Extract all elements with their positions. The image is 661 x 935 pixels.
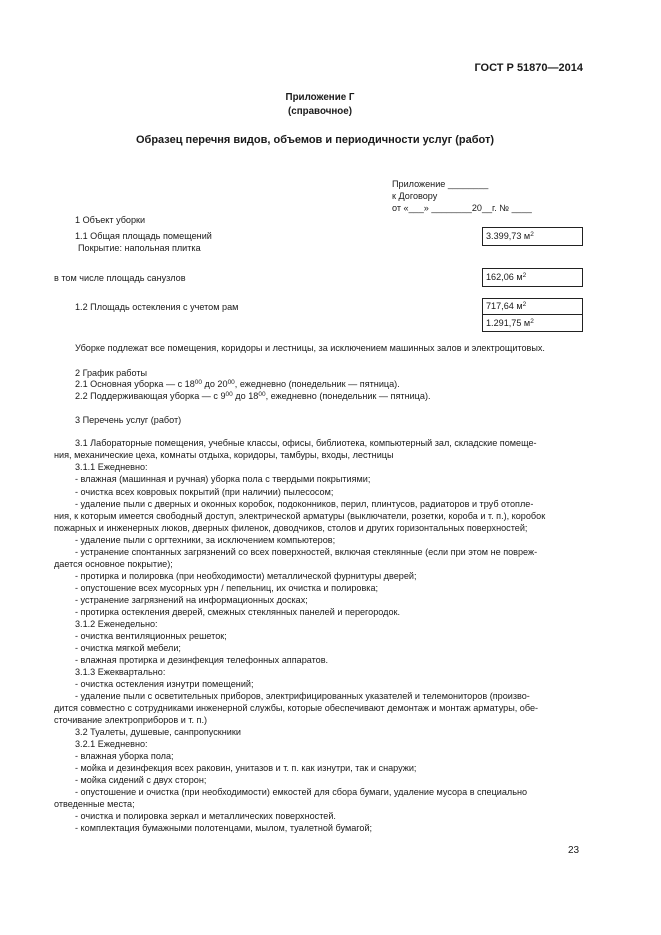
body-line: ния, к которым имеется свободный доступ, электрической арматуры (выключатели, розетки, короба и т. п.), коробок [54, 511, 546, 521]
schedule-text: , ежедневно (понедельник — пятница). [234, 379, 400, 389]
body-line: 3.2.1 Ежедневно: [75, 739, 148, 749]
glazing-value-box-2 [482, 314, 583, 332]
body-line: - влажная уборка пола; [75, 751, 174, 761]
scope-note: Уборке подлежат все помещения, коридоры и лестницы, за исключением машинных залов и электрощитовых. [75, 343, 545, 353]
glazing-value-1: 717,64 м [486, 301, 523, 311]
time-sup: 00 [194, 379, 203, 386]
schedule-line-support [75, 390, 431, 402]
body-line: пожарных и инженерных люков, дверных филенок, доводчиков, столов и других горизонтальных поверхностей; [54, 523, 528, 533]
body-line: - удаление пыли с дверных и оконных коробок, подоконников, перил, плинтусов, радиаторов и труб отопле- [75, 499, 534, 509]
area-label: 1.1 Общая площадь помещений [75, 231, 212, 241]
time-sup: 00 [225, 391, 233, 398]
body-line: дится совместно с сотрудниками инженерной службы, которые обеспечивают демонтаж и монтаж арматуры, обе- [54, 703, 539, 713]
body-line: - мойка сидений с двух сторон; [75, 775, 207, 785]
area-unit-sup: 2 [530, 231, 534, 238]
body-line: - очистка всех ковровых покрытий (при наличии) пылесосом; [75, 487, 334, 497]
body-line: - влажная (машинная и ручная) уборка пола с твердыми покрытиями; [75, 474, 371, 484]
schedule-text: до 18 [232, 391, 259, 401]
contract-ref-line: от «___» ________20__г. № ____ [392, 203, 532, 213]
glazing-value-2: 1.291,75 м [486, 318, 531, 328]
body-line: отведенные места; [54, 799, 135, 809]
section-heading: 1 Объект уборки [75, 215, 146, 225]
body-line: - очистка остекления изнутри помещений; [75, 679, 254, 689]
area-value-box [482, 227, 583, 246]
body-line: сточивание электроприборов и т. п.) [54, 715, 208, 725]
document-number: ГОСТ Р 51870—2014 [474, 62, 583, 74]
schedule-text: 2.1 Основная уборка — с 18 [75, 379, 195, 389]
glazing-unit-sup-1: 2 [522, 301, 527, 308]
body-line: - влажная протирка и дезинфекция телефонных аппаратов. [75, 655, 329, 665]
page-number: 23 [568, 845, 580, 856]
appendix-heading [0, 91, 640, 119]
page-title: Образец перечня видов, объемов и периодичности услуг (работ) [135, 134, 495, 146]
sanitary-value-box [482, 268, 583, 287]
body-line: - устранение спонтанных загрязнений со всех поверхностей, включая стеклянные (если при этом не повреж- [75, 547, 538, 557]
sanitary-label: в том числе площадь санузлов [54, 273, 186, 283]
coating-text: Покрытие: напольная плитка [78, 243, 201, 253]
body-line: 3.1 Лабораторные помещения, учебные классы, офисы, библиотека, компьютерный зал, складские помеще- [75, 438, 537, 448]
body-line: 3.2 Туалеты, душевые, санпропускники [75, 727, 241, 737]
schedule-text: до 20 [202, 379, 228, 389]
body-line: дается основное покрытие); [54, 559, 173, 569]
body-line: - удаление пыли с осветительных приборов, электрифицированных указателей и телемониторов (произво- [75, 691, 530, 701]
sanitary-value: 162,06 м [486, 272, 523, 282]
schedule-line-main [75, 378, 400, 390]
body-line: - комплектация бумажными полотенцами, мылом, туалетной бумагой; [75, 823, 373, 833]
body-line: - опустошение всех мусорных урн / пепельниц, их очистка и полировка; [75, 583, 379, 593]
contract-ref-line: к Договору [392, 191, 438, 201]
time-sup: 00 [227, 379, 235, 386]
body-line: 3.1.2 Еженедельно: [75, 619, 158, 629]
appendix-title: Приложение Г [285, 92, 355, 103]
sanitary-unit-sup: 2 [522, 272, 527, 279]
body-line: - устранение загрязнений на информационных досках; [75, 595, 308, 605]
glazing-label: 1.2 Площадь остекления с учетом рам [75, 302, 239, 312]
body-line: - очистка мягкой мебели; [75, 643, 181, 653]
appendix-subtitle: (справочное) [288, 106, 352, 117]
body-line: - удаление пыли с оргтехники, за исключением компьютеров; [75, 535, 336, 545]
body-line: - очистка вентиляционных решеток; [75, 631, 227, 641]
body-line: - опустошение и очистка (при необходимости) емкостей для сбора бумаги, удаление мусора в специально [75, 787, 528, 797]
contract-ref-line: Приложение ________ [392, 179, 489, 189]
body-line: - протирка остекления дверей, смежных стеклянных панелей и перегородок. [75, 607, 401, 617]
time-sup: 00 [258, 391, 266, 398]
area-value: 3.399,73 м [486, 231, 531, 241]
schedule-text: , ежедневно (понедельник — пятница). [265, 391, 431, 401]
body-line: - очистка и полировка зеркал и металлических поверхностей. [75, 811, 336, 821]
glazing-value-box-1 [482, 298, 583, 315]
body-line: 3.1.3 Ежеквартально: [75, 667, 166, 677]
body-line: - мойка и дезинфекция всех раковин, унитазов и т. п. как изнутри, так и снаружи; [75, 763, 417, 773]
glazing-unit-sup-2: 2 [530, 318, 534, 325]
body-line: - протирка и полировка (при необходимости) металлической фурнитуры дверей; [75, 571, 417, 581]
section-heading: 3 Перечень услуг (работ) [75, 415, 182, 425]
body-line: 3.1.1 Ежедневно: [75, 462, 148, 472]
schedule-text: 2.2 Поддерживающая уборка — с 9 [75, 391, 226, 401]
body-line: ния, механические цеха, комнаты отдыха, коридоры, тамбуры, входы, лестницы [54, 450, 394, 460]
section-heading: 2 График работы [75, 368, 148, 378]
